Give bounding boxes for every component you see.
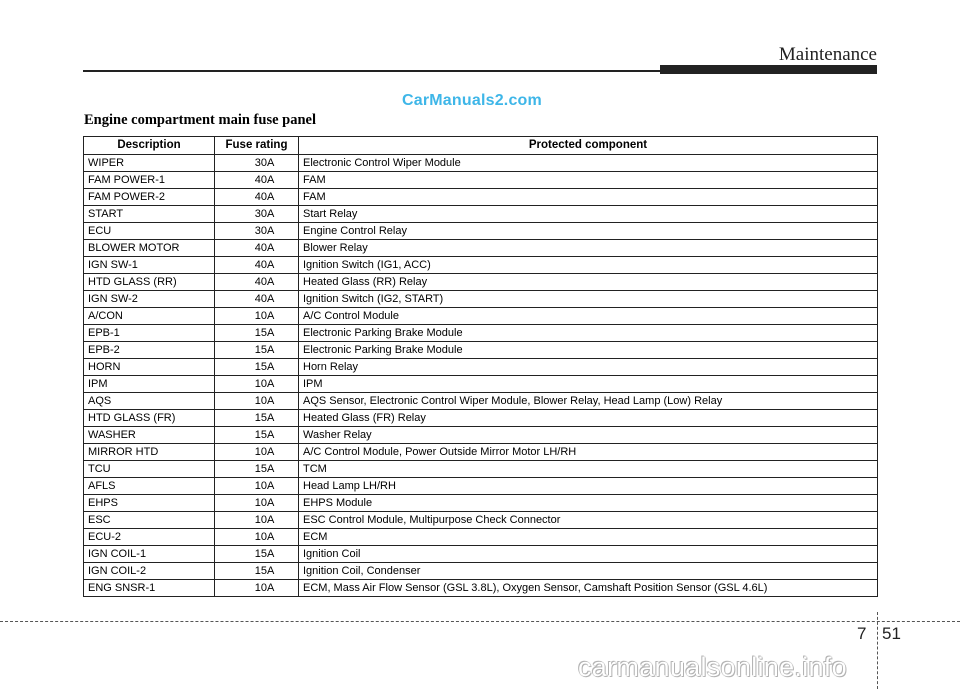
cell-description: WASHER xyxy=(84,427,215,444)
cell-protected-component: Electronic Parking Brake Module xyxy=(299,342,878,359)
cell-protected-component: FAM xyxy=(299,172,878,189)
cell-fuse-rating: 10A xyxy=(215,376,299,393)
cell-fuse-rating: 10A xyxy=(215,444,299,461)
cell-description: FAM POWER-1 xyxy=(84,172,215,189)
table-row xyxy=(84,172,878,189)
chapter-number: 7 xyxy=(857,624,867,643)
table-row xyxy=(84,427,878,444)
cell-protected-component: Start Relay xyxy=(299,206,878,223)
table-row xyxy=(84,325,878,342)
cell-protected-component: Electronic Control Wiper Module xyxy=(299,155,878,172)
table-row xyxy=(84,529,878,546)
cell-description: FAM POWER-2 xyxy=(84,189,215,206)
cell-protected-component: Washer Relay xyxy=(299,427,878,444)
cell-protected-component: Head Lamp LH/RH xyxy=(299,478,878,495)
cell-description: EPB-2 xyxy=(84,342,215,359)
cell-fuse-rating: 10A xyxy=(215,580,299,597)
cell-description: START xyxy=(84,206,215,223)
cell-protected-component: ECM xyxy=(299,529,878,546)
cell-description: EHPS xyxy=(84,495,215,512)
table-header-row xyxy=(84,137,878,155)
table-row xyxy=(84,444,878,461)
table-row xyxy=(84,376,878,393)
page-number: 51 xyxy=(882,624,901,643)
column-header-description: Description xyxy=(84,137,215,155)
table-row xyxy=(84,223,878,240)
cell-protected-component: Ignition Switch (IG1, ACC) xyxy=(299,257,878,274)
table-body xyxy=(84,155,878,597)
table-title: Engine compartment main fuse panel xyxy=(84,112,316,128)
table-row xyxy=(84,155,878,172)
cell-description: BLOWER MOTOR xyxy=(84,240,215,257)
watermark-bottom: carmanualsonline.info xyxy=(578,652,847,682)
cell-description: ESC xyxy=(84,512,215,529)
cell-fuse-rating: 15A xyxy=(215,461,299,478)
table-row xyxy=(84,410,878,427)
footer-dashed-rule xyxy=(0,621,960,622)
cell-protected-component: EHPS Module xyxy=(299,495,878,512)
cell-description: IGN COIL-2 xyxy=(84,563,215,580)
table-row xyxy=(84,512,878,529)
cell-fuse-rating: 10A xyxy=(215,478,299,495)
table-row xyxy=(84,495,878,512)
table-row xyxy=(84,359,878,376)
cell-protected-component: Ignition Switch (IG2, START) xyxy=(299,291,878,308)
table-row xyxy=(84,240,878,257)
cell-fuse-rating: 15A xyxy=(215,325,299,342)
table-row xyxy=(84,393,878,410)
cell-description: WIPER xyxy=(84,155,215,172)
table-row xyxy=(84,580,878,597)
cell-protected-component: Ignition Coil, Condenser xyxy=(299,563,878,580)
column-header-fuse-rating: Fuse rating xyxy=(215,137,299,155)
table-row xyxy=(84,478,878,495)
cell-protected-component: TCM xyxy=(299,461,878,478)
cell-protected-component: AQS Sensor, Electronic Control Wiper Module, Blower Relay, Head Lamp (Low) Relay xyxy=(299,393,878,410)
cell-description: EPB-1 xyxy=(84,325,215,342)
cell-protected-component: Engine Control Relay xyxy=(299,223,878,240)
cell-fuse-rating: 15A xyxy=(215,359,299,376)
cell-fuse-rating: 30A xyxy=(215,223,299,240)
cell-protected-component: IPM xyxy=(299,376,878,393)
cell-fuse-rating: 10A xyxy=(215,529,299,546)
cell-protected-component: ESC Control Module, Multipurpose Check Connector xyxy=(299,512,878,529)
cell-description: AFLS xyxy=(84,478,215,495)
cell-fuse-rating: 40A xyxy=(215,291,299,308)
cell-fuse-rating: 15A xyxy=(215,410,299,427)
cell-protected-component: A/C Control Module, Power Outside Mirror Motor LH/RH xyxy=(299,444,878,461)
cell-description: IGN SW-1 xyxy=(84,257,215,274)
cell-fuse-rating: 10A xyxy=(215,512,299,529)
cell-protected-component: Blower Relay xyxy=(299,240,878,257)
table-row xyxy=(84,274,878,291)
cell-fuse-rating: 30A xyxy=(215,155,299,172)
table-row xyxy=(84,206,878,223)
column-header-protected-component: Protected component xyxy=(299,137,878,155)
cell-fuse-rating: 40A xyxy=(215,172,299,189)
watermark-top: CarManuals2.com xyxy=(402,92,542,109)
table-row xyxy=(84,189,878,206)
cell-description: AQS xyxy=(84,393,215,410)
cell-description: HORN xyxy=(84,359,215,376)
cell-description: MIRROR HTD xyxy=(84,444,215,461)
cell-protected-component: Horn Relay xyxy=(299,359,878,376)
cell-description: ENG SNSR-1 xyxy=(84,580,215,597)
table-row xyxy=(84,563,878,580)
cell-description: A/CON xyxy=(84,308,215,325)
cell-protected-component: ECM, Mass Air Flow Sensor (GSL 3.8L), Oxygen Sensor, Camshaft Position Sensor (GSL 4.6L) xyxy=(299,580,878,597)
cell-fuse-rating: 30A xyxy=(215,206,299,223)
cell-protected-component: A/C Control Module xyxy=(299,308,878,325)
table-row xyxy=(84,546,878,563)
cell-description: ECU xyxy=(84,223,215,240)
cell-protected-component: Electronic Parking Brake Module xyxy=(299,325,878,342)
table-row xyxy=(84,461,878,478)
table-row xyxy=(84,291,878,308)
cell-fuse-rating: 40A xyxy=(215,240,299,257)
cell-fuse-rating: 15A xyxy=(215,342,299,359)
cell-description: HTD GLASS (FR) xyxy=(84,410,215,427)
cell-fuse-rating: 15A xyxy=(215,546,299,563)
cell-fuse-rating: 40A xyxy=(215,257,299,274)
header-rule-thin xyxy=(83,70,660,72)
table-row xyxy=(84,342,878,359)
cell-protected-component: FAM xyxy=(299,189,878,206)
cell-fuse-rating: 40A xyxy=(215,189,299,206)
cell-description: TCU xyxy=(84,461,215,478)
cell-description: IGN COIL-1 xyxy=(84,546,215,563)
cell-protected-component: Ignition Coil xyxy=(299,546,878,563)
cell-fuse-rating: 15A xyxy=(215,563,299,580)
header-rule-thick xyxy=(660,65,877,74)
footer-vertical-dashed-rule xyxy=(877,612,878,689)
cell-fuse-rating: 15A xyxy=(215,427,299,444)
fuse-table xyxy=(83,136,878,597)
cell-description: ECU-2 xyxy=(84,529,215,546)
cell-fuse-rating: 10A xyxy=(215,495,299,512)
cell-description: IPM xyxy=(84,376,215,393)
cell-fuse-rating: 10A xyxy=(215,308,299,325)
cell-fuse-rating: 40A xyxy=(215,274,299,291)
table-row xyxy=(84,257,878,274)
cell-protected-component: Heated Glass (FR) Relay xyxy=(299,410,878,427)
section-title: Maintenance xyxy=(778,44,877,65)
cell-description: IGN SW-2 xyxy=(84,291,215,308)
cell-protected-component: Heated Glass (RR) Relay xyxy=(299,274,878,291)
cell-description: HTD GLASS (RR) xyxy=(84,274,215,291)
table-row xyxy=(84,308,878,325)
cell-fuse-rating: 10A xyxy=(215,393,299,410)
